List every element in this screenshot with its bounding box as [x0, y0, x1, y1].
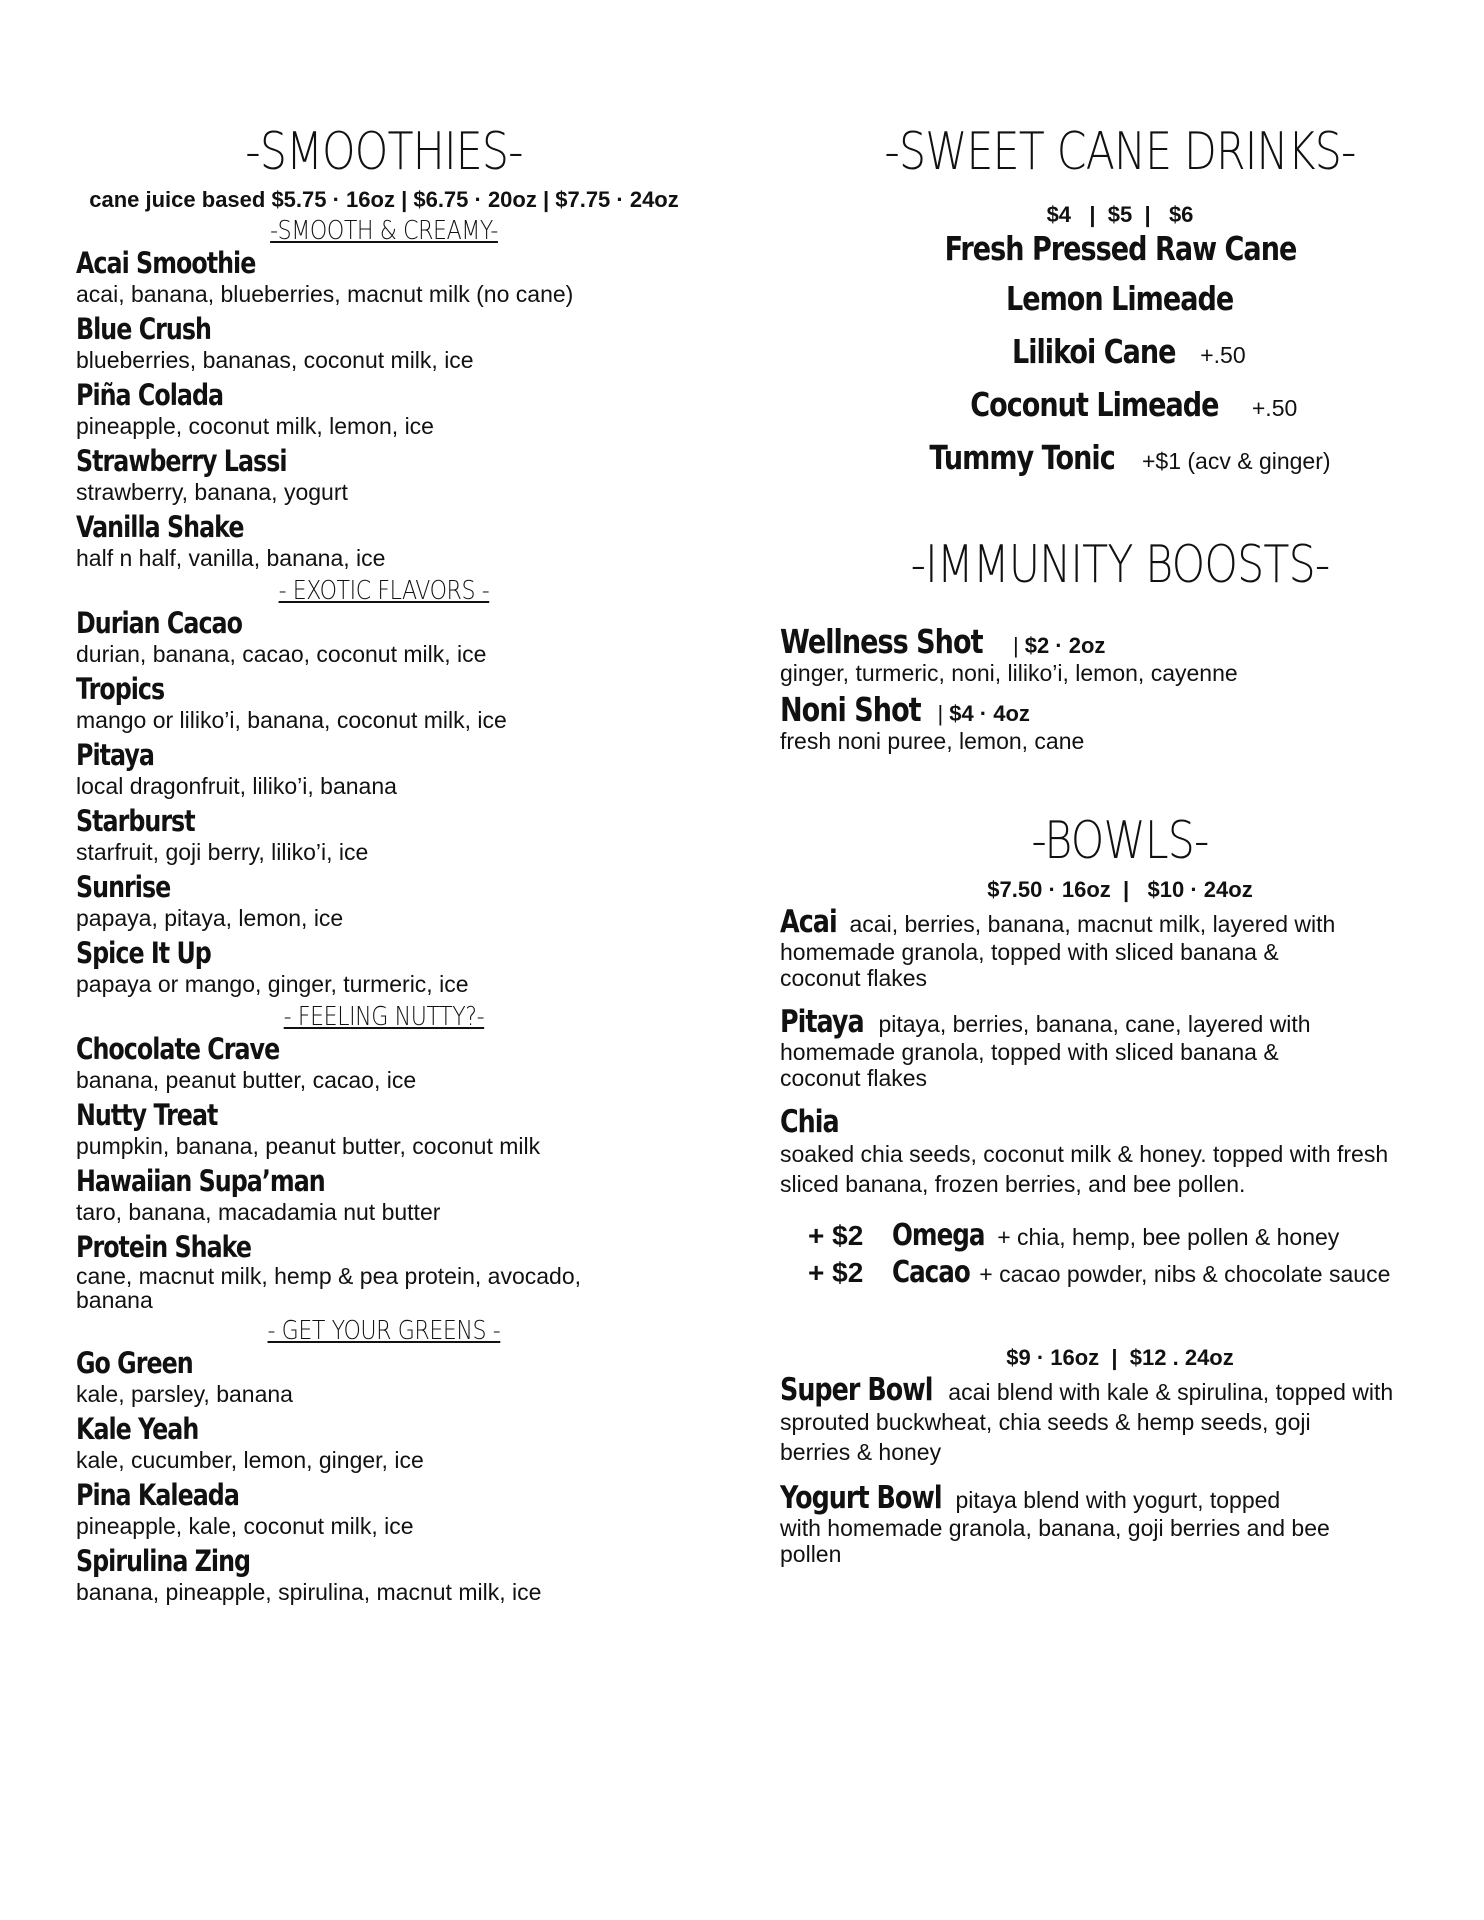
bowls-section	[780, 807, 1460, 1567]
item-description: local dragonfruit, liliko’i, banana	[76, 773, 397, 799]
menu-item	[76, 606, 724, 668]
category-get-your-greens	[44, 1316, 724, 1606]
bowls-prices: $7.50 · 16oz | $10 · 24oz	[987, 877, 1253, 902]
right-column	[780, 118, 1460, 1567]
bowl-item	[780, 1373, 1460, 1467]
item-name: Blue Crush	[76, 312, 211, 346]
separator: |	[937, 701, 944, 726]
item-name: Nutty Treat	[76, 1098, 218, 1132]
item-description: pineapple, coconut milk, lemon, ice	[76, 413, 434, 439]
item-description: with homemade granola, banana, goji berries and bee pollen	[780, 1515, 1330, 1567]
menu-item	[76, 1346, 724, 1408]
item-description: blueberries, bananas, coconut milk, ice	[76, 347, 474, 373]
sweet-cane-prices: $4 | $5 | $6	[1046, 202, 1194, 227]
menu-item	[76, 804, 724, 866]
smoothies-section	[44, 118, 724, 1610]
item-name: Super Bowl	[780, 1372, 933, 1408]
menu-item	[76, 1032, 724, 1094]
menu-item	[76, 1412, 724, 1474]
immunity-boosts-title: -IMMUNITY BOOSTS-	[910, 535, 1330, 595]
menu-item	[76, 1544, 724, 1606]
menu-item	[76, 312, 724, 374]
item-description: pineapple, kale, coconut milk, ice	[76, 1513, 414, 1539]
bowl-item	[780, 1105, 1460, 1199]
addon-description: + chia, hemp, bee pollen & honey	[990, 1224, 1340, 1250]
item-description: acai, banana, blueberries, macnut milk (no cane)	[76, 281, 574, 307]
item-name: Protein Shake	[76, 1230, 251, 1264]
item-description: papaya, pitaya, lemon, ice	[76, 905, 344, 931]
item-name: Wellness Shot	[780, 622, 983, 661]
item-description: ginger, turmeric, noni, liliko’i, lemon, cayenne	[780, 660, 1238, 686]
boost-item	[780, 622, 1460, 687]
smoothies-title: -SMOOTHIES-	[245, 122, 523, 182]
item-description-lead: acai, berries, banana, macnut milk, layered with	[843, 911, 1336, 937]
item-description: banana, pineapple, spirulina, macnut milk, ice	[76, 1579, 542, 1605]
menu-item	[76, 510, 724, 572]
menu-item	[76, 672, 724, 734]
item-extra: +.50	[1193, 342, 1246, 368]
item-extra: +$1 (acv & ginger)	[1135, 448, 1331, 474]
item-name: Piña Colada	[76, 378, 224, 412]
bowl-item	[780, 905, 1460, 991]
item-name: Tropics	[76, 672, 165, 706]
item-name: Spice It Up	[76, 936, 211, 970]
category-smooth-creamy	[44, 216, 724, 572]
item-description: starfruit, goji berry, liliko’i, ice	[76, 839, 369, 865]
item-name: Starburst	[76, 804, 195, 838]
item-name: Yogurt Bowl	[780, 1480, 942, 1516]
item-description: taro, banana, macadamia nut butter	[76, 1199, 441, 1225]
menu-item	[76, 1098, 724, 1160]
item-name: Sunrise	[76, 870, 171, 904]
category-feeling-nutty	[44, 1002, 724, 1312]
item-description: pumpkin, banana, peanut butter, coconut milk	[76, 1133, 541, 1159]
item-price: $2 · 2oz	[1024, 633, 1106, 658]
item-name: Lemon Limeade	[1006, 279, 1234, 318]
item-name: Fresh Pressed Raw Cane	[944, 229, 1296, 268]
category-title: -SMOOTH & CREAMY-	[270, 216, 498, 246]
menu-item	[76, 936, 724, 998]
item-name: Acai	[780, 904, 837, 940]
menu-item	[76, 378, 724, 440]
category-exotic-flavors	[44, 576, 724, 998]
item-name: Spirulina Zing	[76, 1544, 251, 1578]
item-name: Durian Cacao	[76, 606, 242, 640]
item-name: Kale Yeah	[76, 1412, 199, 1446]
item-description: strawberry, banana, yogurt	[76, 479, 348, 505]
addon-name: Cacao	[892, 1255, 970, 1290]
menu-item	[76, 246, 724, 308]
addon-price: + $2	[808, 1257, 864, 1288]
category-title: - EXOTIC FLAVORS -	[278, 576, 490, 606]
menu-item	[76, 1230, 724, 1312]
bowl-item	[780, 1481, 1460, 1567]
item-description: cane, macnut milk, hemp & pea protein, avocado, banana	[76, 1263, 582, 1313]
item-name: Pitaya	[76, 738, 154, 772]
item-name: Chia	[780, 1104, 839, 1140]
immunity-boosts-section	[780, 531, 1460, 755]
category-title: - FEELING NUTTY?-	[283, 1002, 485, 1032]
addon-description: + cacao powder, nibs & chocolate sauce	[972, 1261, 1391, 1287]
item-description: mango or liliko’i, banana, coconut milk, ice	[76, 707, 507, 733]
item-name: Coconut Limeade	[969, 385, 1219, 424]
item-name: Strawberry Lassi	[76, 444, 287, 478]
item-name: Go Green	[76, 1346, 193, 1380]
smoothies-pricing: cane juice based $5.75 · 16oz | $6.75 · 20oz | $7.75 · 24oz	[89, 187, 679, 212]
item-description: homemade granola, topped with sliced banana & coconut flakes	[780, 1039, 1279, 1091]
bowls-prices-2: $9 · 16oz | $12 . 24oz	[1006, 1345, 1234, 1370]
item-price: $4 · 4oz	[949, 701, 1030, 726]
bowl-addons	[780, 1219, 1460, 1293]
category-title: - GET YOUR GREENS -	[267, 1316, 501, 1346]
item-description: half n half, vanilla, banana, ice	[76, 545, 386, 571]
bowl-item	[780, 1005, 1460, 1091]
item-description-lead: pitaya, berries, banana, cane, layered with	[872, 1011, 1311, 1037]
menu-item	[76, 870, 724, 932]
menu-item	[76, 1164, 724, 1226]
menu-item	[76, 1478, 724, 1540]
item-description: banana, peanut butter, cacao, ice	[76, 1067, 417, 1093]
item-description: soaked chia seeds, coconut milk & honey. topped with fresh sliced banana, frozen berries, and bee pollen.	[780, 1141, 1389, 1197]
cane-item	[780, 383, 1460, 436]
item-description: homemade granola, topped with sliced banana & coconut flakes	[780, 939, 1279, 991]
item-name: Hawaiian Supa’man	[76, 1164, 325, 1198]
separator: |	[1012, 633, 1019, 658]
addon-name: Omega	[892, 1218, 985, 1253]
cane-item	[780, 280, 1460, 330]
item-description: papaya or mango, ginger, turmeric, ice	[76, 971, 469, 997]
bowls-title: -BOWLS-	[1031, 811, 1209, 871]
item-description-lead: pitaya blend with yogurt, topped	[949, 1487, 1281, 1513]
item-name: Vanilla Shake	[76, 510, 244, 544]
item-name: Acai Smoothie	[76, 246, 256, 280]
addon-item	[808, 1256, 1460, 1293]
item-description: sprouted buckwheat, chia seeds & hemp seeds, goji berries & honey	[780, 1409, 1311, 1465]
sweet-cane-title: -SWEET CANE DRINKS-	[884, 122, 1356, 182]
boost-item	[780, 690, 1460, 755]
item-description: kale, cucumber, lemon, ginger, ice	[76, 1447, 424, 1473]
item-name: Pina Kaleada	[76, 1478, 239, 1512]
item-description: fresh noni puree, lemon, cane	[780, 728, 1085, 754]
cane-item	[780, 436, 1460, 489]
menu-item	[76, 738, 724, 800]
cane-item	[780, 230, 1460, 280]
item-description: kale, parsley, banana	[76, 1381, 293, 1407]
item-name: Tummy Tonic	[929, 438, 1116, 477]
item-name: Noni Shot	[780, 690, 921, 729]
sweet-cane-section	[780, 118, 1460, 489]
addon-price: + $2	[808, 1220, 864, 1251]
cane-item	[780, 330, 1460, 383]
item-name: Pitaya	[780, 1004, 864, 1040]
item-name: Lilikoi Cane	[1012, 332, 1176, 371]
menu-item	[76, 444, 724, 506]
item-description: durian, banana, cacao, coconut milk, ice	[76, 641, 487, 667]
item-name: Chocolate Crave	[76, 1032, 280, 1066]
item-extra: +.50	[1245, 395, 1298, 421]
item-description-lead: acai blend with kale & spirulina, topped with	[941, 1379, 1394, 1405]
addon-item	[808, 1219, 1460, 1256]
